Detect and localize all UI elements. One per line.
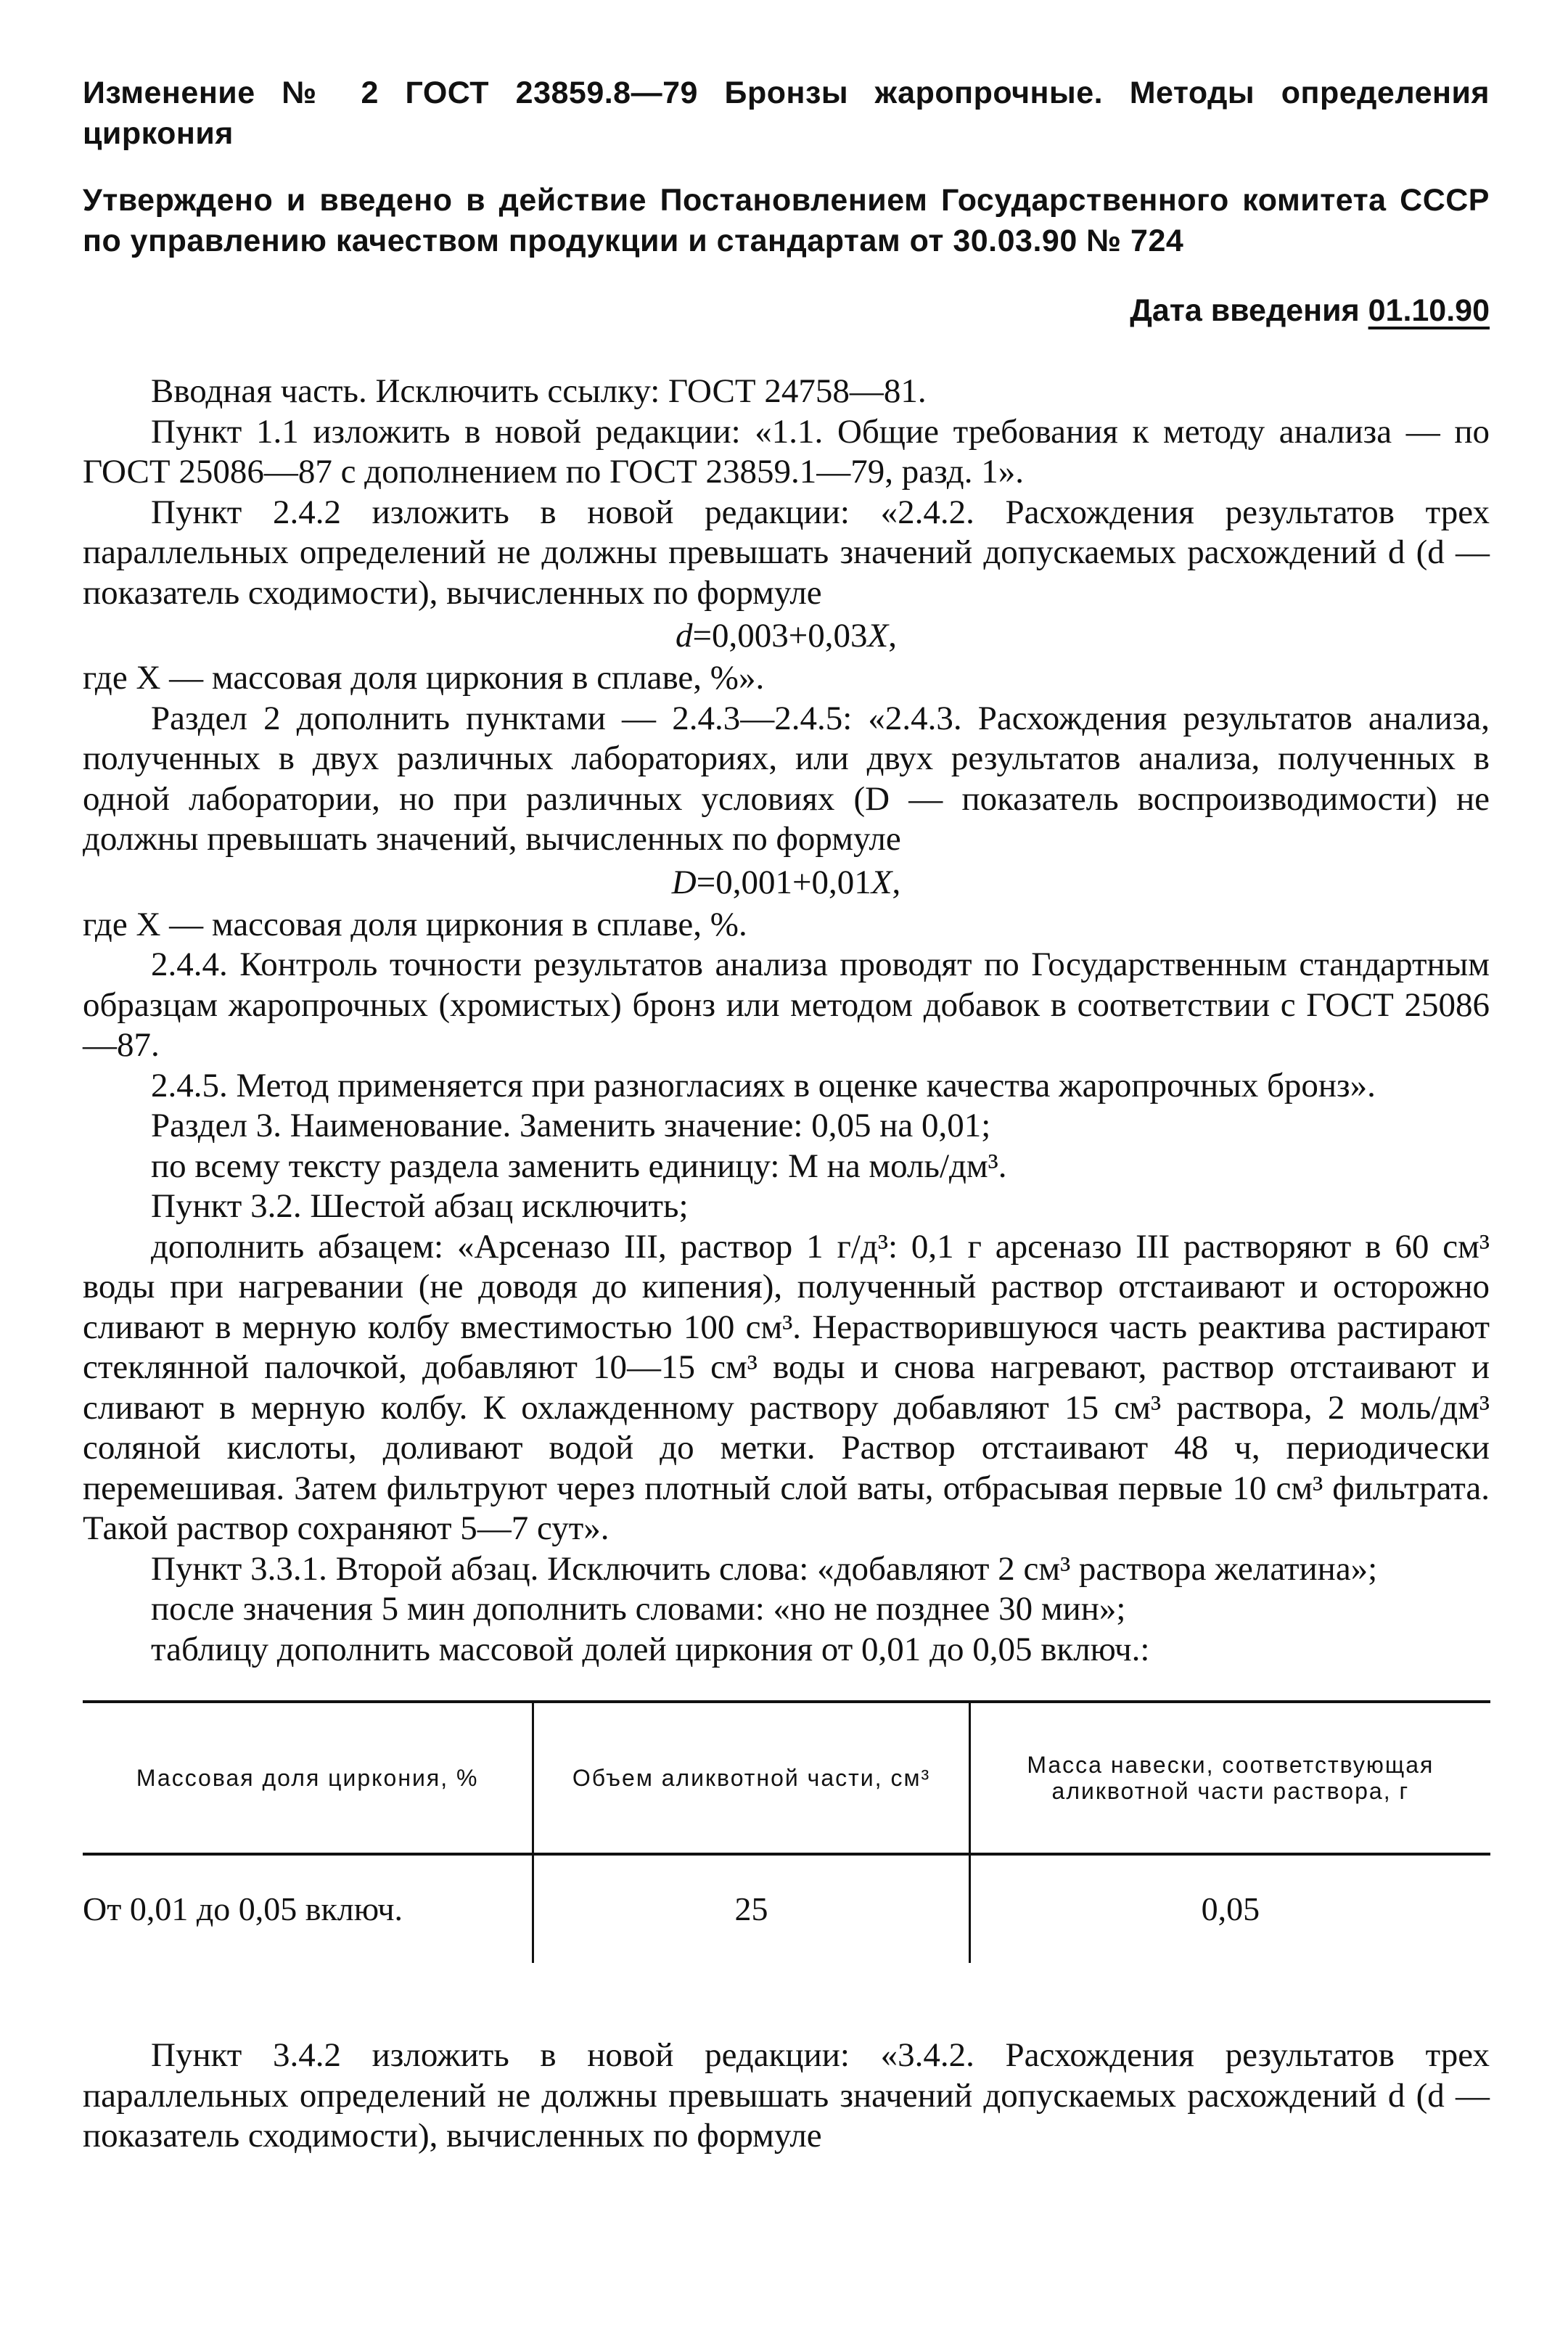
formula-D-variable: D [671,863,697,901]
paragraph: дополнить абзацем: «Арсеназо III, раствор 1 г/д³: 0,1 г арсеназо III растворяют в 60 см³ воды при нагревании (не доводя до кипения), полученный раствор отстаивают и осторожно сливают в мерную колбу вместимостью 100 см³. Нерастворившуюся часть реактива растирают стеклянной палочкой, добавляют 10—15 см³ воды и снова нагревают, раствор отстаивают и сливают в мерную колбу. К охлажденному раствору добавляют 15 см³ раствора, 2 моль/дм³ соляной кислоты, доливают водой до метки. Раствор отстаивают 48 ч, периодически перемешивая. Затем фильтруют через плотный слой ваты, отбрасывая первые 10 см³ фильтрата. Такой раствор сохраняют 5—7 сут». [83,1227,1490,1547]
table-header-row [83,1702,1490,1854]
paragraph: Пункт 3.3.1. Второй абзац. Исключить слова: «добавляют 2 см³ раствора желатина»; [151,1549,1378,1588]
paragraph: Пункт 3.2. Шестой абзац исключить; [151,1187,689,1225]
formula-d-variable: d [676,617,693,655]
paragraph: Вводная часть. Исключить ссылку: ГОСТ 24758—81. [151,372,927,410]
effective-date-value: 01.10.90 [1368,293,1490,328]
paragraph: 2.4.4. Контроль точности результатов анализа проводят по Государственным стандартным образцам жаропрочных (хромистых) бронз или методом добавок в соответствии с ГОСТ 25086—87. [83,946,1490,1064]
paragraph: Раздел 2 дополнить пунктами — 2.4.3—2.4.5: «2.4.3. Расхождения результатов анализа, полученных в двух различных лабораториях, или двух результатов анализа, полученных в одной лаборатории, но при различных условиях (D — показатель воспроизводимости) не должны превышать значений, вычисленных по формуле [83,699,1490,858]
paragraph: после значения 5 мин дополнить словами: «но не позднее 30 мин»; [151,1590,1126,1628]
table-cell-sample-mass: 0,05 [969,1854,1490,1963]
paragraph: Пункт 1.1 изложить в новой редакции: «1.1. Общие требования к методу анализа — по ГОСТ 25086—87 с дополнением по ГОСТ 23859.1—79, разд. 1». [83,412,1490,491]
paragraph: таблицу дополнить массовой долей циркония от 0,01 до 0,05 включ.: [151,1630,1150,1668]
column-header-mass-fraction: Массовая доля циркония, % [136,1765,479,1791]
effective-date-label: Дата введения [1130,293,1360,328]
formula-D-x: X [871,863,892,901]
paragraph: по всему тексту раздела заменить единицу: М на моль/дм³. [151,1147,1007,1185]
table-cell-aliquot-volume: 25 [533,1854,969,1963]
approval-statement: Утверждено и введено в действие Постановлением Государственного комитета СССР по управлению качеством продукции и стандартам от 30.03.90 № 724 [83,183,1490,258]
document-title: Изменение № 2 ГОСТ 23859.8—79 Бронзы жаропрочные. Методы определения циркония [83,75,1490,151]
paragraph: Пункт 3.4.2 изложить в новой редакции: «3.4.2. Расхождения результатов трех параллельных определений не должны превышать значений допускаемых расхождений d (d — показатель сходимости), вычисленных по формуле [83,2036,1490,2155]
continuation-section [83,2036,1490,2157]
effective-date-line [83,290,1490,331]
table-row [83,1854,1490,1963]
column-header-sample-mass: Масса навески, соответствующая аликвотной части раствора, г [969,1702,1490,1854]
paragraph: где X — массовая доля циркония в сплаве, %». [83,659,765,697]
paragraph: Пункт 2.4.2 изложить в новой редакции: «2.4.2. Расхождения результатов трех параллельных определений не должны превышать значений допускаемых расхождений d (d — показатель сходимости), вычисленных по формуле [83,493,1490,612]
table-cell-mass-fraction: От 0,01 до 0,05 включ. [83,1890,403,1928]
formula-d-expression: =0,003+0,03 [692,617,868,655]
zirconium-table-container [83,1700,1490,1963]
column-header-aliquot-volume: Объем аликвотной части, см³ [533,1702,969,1854]
paragraph: Раздел 3. Наименование. Заменить значение: 0,05 на 0,01; [151,1107,991,1144]
formula-D-expression: =0,001+0,01 [696,863,871,901]
paragraph: 2.4.5. Метод применяется при разногласиях в оценке качества жаропрочных бронз». [151,1066,1376,1104]
formula-d-end: , [888,617,897,655]
document-body [83,372,1490,2157]
paragraph: где X — массовая доля циркония в сплаве, %. [83,905,747,943]
formula-D [83,860,1490,905]
formula-D-end: , [892,863,901,901]
formula-d [83,613,1490,658]
formula-d-x: X [867,617,889,655]
zirconium-table [83,1700,1490,1963]
